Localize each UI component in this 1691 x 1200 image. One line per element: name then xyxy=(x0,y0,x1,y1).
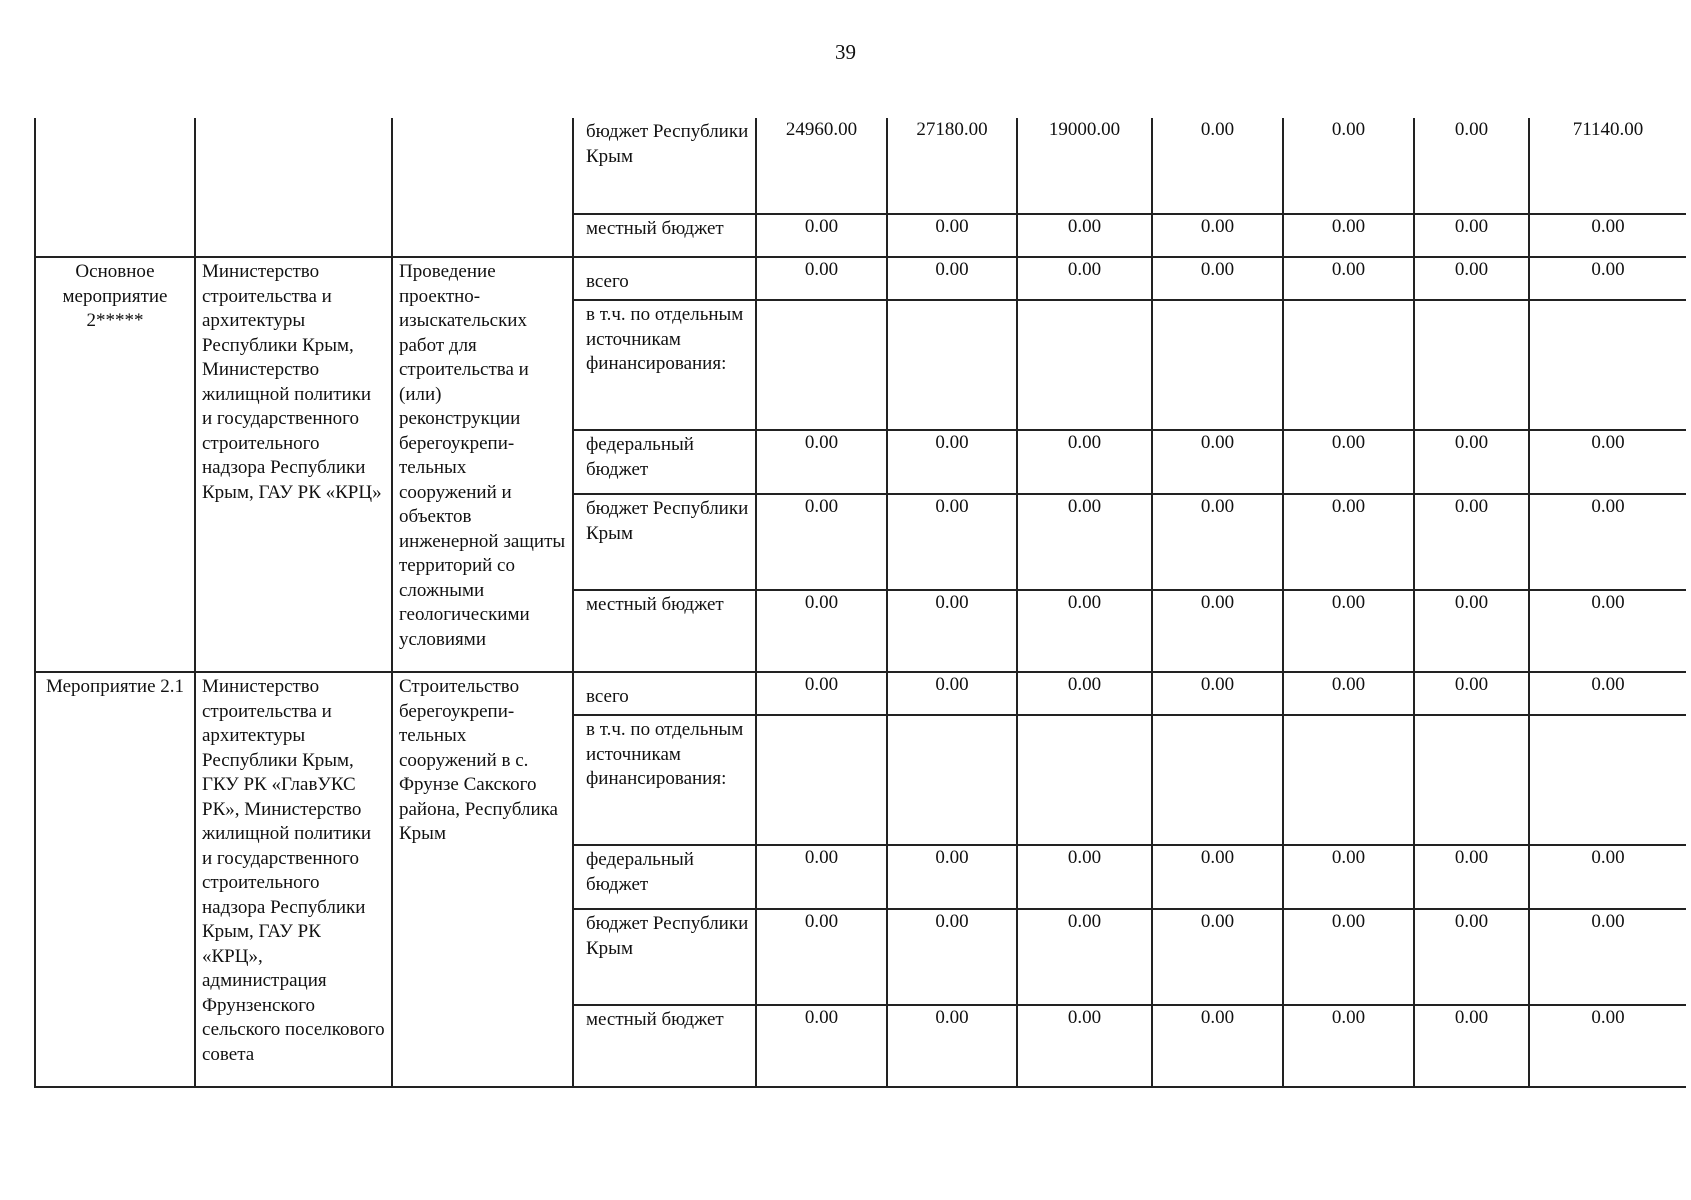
value-cell: 0.00 xyxy=(887,590,1017,672)
value-cell: 27180.00 xyxy=(887,118,1017,214)
funding-source-cell: федеральный бюджет xyxy=(573,845,756,909)
funding-source-cell: в т.ч. по отдельным источникам финансирования: xyxy=(573,300,756,430)
value-cell: 0.00 xyxy=(1414,909,1529,1005)
name-cell: Строительство берегоукрепи-тельных сооружений в с. Фрунзе Сакского района, Республика Крым xyxy=(392,672,573,1087)
value-cell: 0.00 xyxy=(1414,214,1529,257)
value-cell xyxy=(1529,300,1686,430)
value-cell: 0.00 xyxy=(887,909,1017,1005)
name-cell: Проведение проектно-изыскательских работ для строительства и (или) реконструкции берегоукрепи-тельных сооружений и объектов инженерной защиты территорий со сложными геологическими условиями xyxy=(392,257,573,672)
funding-source-cell: местный бюджет xyxy=(573,590,756,672)
value-cell xyxy=(887,300,1017,430)
value-cell: 0.00 xyxy=(887,845,1017,909)
value-cell xyxy=(756,715,887,845)
value-cell: 0.00 xyxy=(1283,909,1414,1005)
value-cell: 0.00 xyxy=(1152,494,1283,590)
value-cell xyxy=(1414,715,1529,845)
value-cell: 0.00 xyxy=(1017,214,1152,257)
value-cell: 0.00 xyxy=(1017,430,1152,494)
executor-cell: Министерство строительства и архитектуры Республики Крым, Министерство жилищной политики и государственного строительного надзора Республики Крым, ГАУ РК «КРЦ» xyxy=(195,257,392,672)
value-cell xyxy=(756,300,887,430)
value-cell: 0.00 xyxy=(1017,845,1152,909)
value-cell: 0.00 xyxy=(756,214,887,257)
value-cell: 0.00 xyxy=(1414,1005,1529,1087)
value-cell: 0.00 xyxy=(1414,118,1529,214)
value-cell: 0.00 xyxy=(1152,672,1283,715)
status-cell: Мероприятие 2.1 xyxy=(35,672,195,1087)
value-cell: 0.00 xyxy=(756,430,887,494)
value-cell xyxy=(1283,300,1414,430)
funding-source-cell: всего xyxy=(573,257,756,300)
value-cell: 0.00 xyxy=(1529,909,1686,1005)
value-cell: 0.00 xyxy=(1283,118,1414,214)
funding-source-cell: местный бюджет xyxy=(573,1005,756,1087)
value-cell: 0.00 xyxy=(1283,257,1414,300)
value-cell: 0.00 xyxy=(1529,590,1686,672)
executor-cell xyxy=(195,118,392,257)
value-cell xyxy=(1152,715,1283,845)
value-cell xyxy=(1414,300,1529,430)
value-cell: 0.00 xyxy=(1414,257,1529,300)
value-cell xyxy=(887,715,1017,845)
value-cell: 0.00 xyxy=(1414,430,1529,494)
value-cell: 0.00 xyxy=(1152,430,1283,494)
value-cell: 0.00 xyxy=(1283,430,1414,494)
value-cell xyxy=(1283,715,1414,845)
value-cell xyxy=(1017,300,1152,430)
table-row xyxy=(35,118,1686,214)
value-cell: 71140.00 xyxy=(1529,118,1686,214)
value-cell: 0.00 xyxy=(1414,494,1529,590)
value-cell: 0.00 xyxy=(1017,494,1152,590)
value-cell: 0.00 xyxy=(1152,909,1283,1005)
value-cell: 0.00 xyxy=(887,494,1017,590)
value-cell: 0.00 xyxy=(887,672,1017,715)
value-cell: 0.00 xyxy=(1152,214,1283,257)
value-cell: 0.00 xyxy=(1152,1005,1283,1087)
value-cell xyxy=(1152,300,1283,430)
table-row xyxy=(35,257,1686,300)
value-cell xyxy=(1529,715,1686,845)
value-cell: 0.00 xyxy=(1529,430,1686,494)
table-row xyxy=(35,672,1686,715)
value-cell: 0.00 xyxy=(1414,672,1529,715)
executor-cell: Министерство строительства и архитектуры Республики Крым, ГКУ РК «ГлавУКС РК», Министерство жилищной политики и государственного строительного надзора Республики Крым, ГАУ РК «КРЦ», администрация Фрунзенского сельского поселкового совета xyxy=(195,672,392,1087)
value-cell xyxy=(1017,715,1152,845)
value-cell: 0.00 xyxy=(1283,214,1414,257)
value-cell: 0.00 xyxy=(1283,845,1414,909)
value-cell: 0.00 xyxy=(1152,257,1283,300)
value-cell: 0.00 xyxy=(887,214,1017,257)
value-cell: 0.00 xyxy=(1529,672,1686,715)
value-cell: 0.00 xyxy=(1017,672,1152,715)
funding-source-cell: бюджет Республики Крым xyxy=(573,909,756,1005)
funding-source-cell: федеральный бюджет xyxy=(573,430,756,494)
page-number: 39 xyxy=(835,40,856,64)
value-cell: 0.00 xyxy=(887,1005,1017,1087)
value-cell: 0.00 xyxy=(1152,845,1283,909)
funding-source-cell: местный бюджет xyxy=(573,214,756,257)
value-cell: 24960.00 xyxy=(756,118,887,214)
value-cell: 0.00 xyxy=(1529,845,1686,909)
funding-source-cell: бюджет Республики Крым xyxy=(573,494,756,590)
value-cell: 0.00 xyxy=(1017,1005,1152,1087)
value-cell: 0.00 xyxy=(756,1005,887,1087)
funding-source-cell: всего xyxy=(573,672,756,715)
funding-table xyxy=(34,118,1686,1088)
value-cell: 0.00 xyxy=(756,672,887,715)
value-cell: 0.00 xyxy=(1529,214,1686,257)
value-cell: 0.00 xyxy=(1017,909,1152,1005)
value-cell: 0.00 xyxy=(756,494,887,590)
value-cell: 0.00 xyxy=(1152,118,1283,214)
value-cell: 0.00 xyxy=(1283,494,1414,590)
value-cell: 0.00 xyxy=(1414,590,1529,672)
funding-source-cell: бюджет Республики Крым xyxy=(573,118,756,214)
value-cell: 0.00 xyxy=(1017,257,1152,300)
value-cell: 0.00 xyxy=(1017,590,1152,672)
value-cell: 0.00 xyxy=(1529,494,1686,590)
value-cell: 0.00 xyxy=(1529,1005,1686,1087)
value-cell: 0.00 xyxy=(756,590,887,672)
value-cell: 0.00 xyxy=(1414,845,1529,909)
status-cell: Основное мероприятие 2***** xyxy=(35,257,195,672)
value-cell: 0.00 xyxy=(1283,590,1414,672)
name-cell xyxy=(392,118,573,257)
value-cell: 0.00 xyxy=(1283,672,1414,715)
value-cell: 0.00 xyxy=(1529,257,1686,300)
value-cell: 0.00 xyxy=(756,845,887,909)
value-cell: 0.00 xyxy=(887,430,1017,494)
value-cell: 0.00 xyxy=(1152,590,1283,672)
value-cell: 0.00 xyxy=(756,257,887,300)
status-cell xyxy=(35,118,195,257)
funding-source-cell: в т.ч. по отдельным источникам финансирования: xyxy=(573,715,756,845)
value-cell: 0.00 xyxy=(887,257,1017,300)
value-cell: 0.00 xyxy=(1283,1005,1414,1087)
value-cell: 19000.00 xyxy=(1017,118,1152,214)
value-cell: 0.00 xyxy=(756,909,887,1005)
